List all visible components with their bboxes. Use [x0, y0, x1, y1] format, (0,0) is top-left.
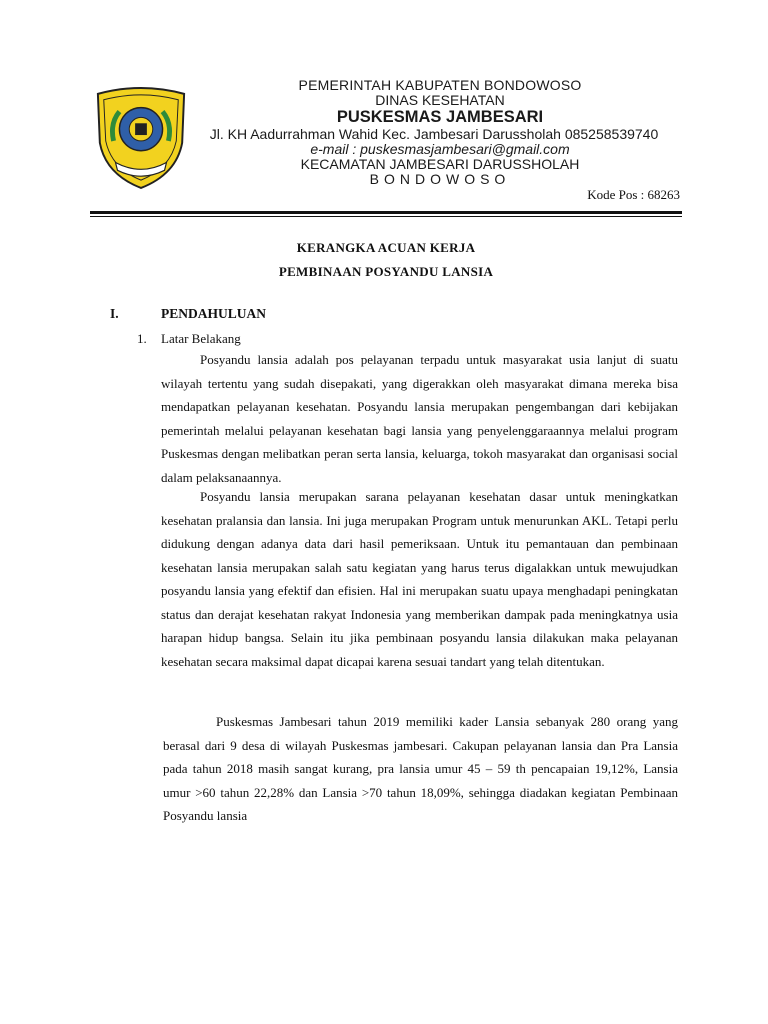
- letterhead: [190, 78, 690, 187]
- institution-name: PUSKESMAS JAMBESARI: [336, 108, 544, 126]
- subsection-number: 1.: [137, 331, 147, 346]
- subsection-title: Latar Belakang: [161, 331, 241, 346]
- institution-address: Jl. KH Aadurrahman Wahid Kec. Jambesari Darussholah 085258539740: [209, 126, 659, 142]
- paragraph-2: Posyandu lansia merupakan sarana pelayanan kesehatan dasar untuk meningkatkan kesehatan pralansia dan lansia. Ini juga merupakan Program untuk menurunkan AKL. Tetapi perlu didukung dengan adanya data dari hasil pemeriksaan. Untuk itu pemantauan dan pembinaan kesehatan lansia merupakan salah satu kegiatan yang harus terus digalakkan untuk mewujudkan posyandu lansia yang efektif dan efisien. Hal ini merupakan suatu upaya menghadapi peningkatan status dan derajat kesehatan rakyat Indonesia yang memberikan dampak pada meningkatnya usia harapan hidup bangsa. Selain itu jika pembinaan posyandu lansia dilakukan maka pelayanan kesehatan secara maksimal dapat dicapai karena sesuai tandart yang telah ditentukan.: [161, 489, 678, 669]
- document-subtitle: PEMBINAAN POSYANDU LANSIA: [278, 264, 494, 279]
- document-title: KERANGKA ACUAN KERJA: [296, 240, 476, 255]
- letterhead-divider-thin: [90, 216, 682, 217]
- bondowoso-regency-crest-icon: [92, 84, 190, 190]
- section-number: I.: [110, 306, 119, 321]
- city-name: BONDOWOSO: [369, 171, 511, 187]
- paragraph-1: Posyandu lansia adalah pos pelayanan terpadu untuk masyarakat usia lanjut di suatu wilayah tertentu yang sudah disepakati, yang digerakkan oleh masyarakat dimana mereka bisa mendapatkan pelayanan kesehatan. Posyandu lansia merupakan pengembangan dari kebijakan pemerintah melalui pelayanan kesehatan bagi lansia yang penyelenggaraannya melalui program Puskesmas dengan melibatkan peran serta lansia, keluarga, tokoh masyarakat dan organisasi social dalam pelaksanaannya.: [161, 352, 678, 485]
- paragraph-3: Puskesmas Jambesari tahun 2019 memiliki kader Lansia sebanyak 280 orang yang berasal dari 9 desa di wilayah Puskesmas jambesari. Cakupan pelayanan lansia dan Pra Lansia pada tahun 2018 masih sangat kurang, pra lansia umur 45 – 59 th pencapaian 19,12%, Lansia umur >60 tahun 22,28% dan Lansia >70 tahun 18,09%, sehingga diadakan kegiatan Pembinaan Posyandu lansia: [163, 714, 678, 823]
- government-name: PEMERINTAH KABUPATEN BONDOWOSO: [298, 77, 582, 93]
- department-name: DINAS KESEHATAN: [375, 92, 505, 108]
- letterhead-divider-thick: [90, 211, 682, 214]
- institution-email: e-mail : puskesmasjambesari@gmail.com: [310, 141, 570, 157]
- section-title: PENDAHULUAN: [161, 306, 267, 321]
- district-name: KECAMATAN JAMBESARI DARUSSHOLAH: [300, 156, 580, 172]
- postal-code: Kode Pos : 68263: [587, 187, 680, 202]
